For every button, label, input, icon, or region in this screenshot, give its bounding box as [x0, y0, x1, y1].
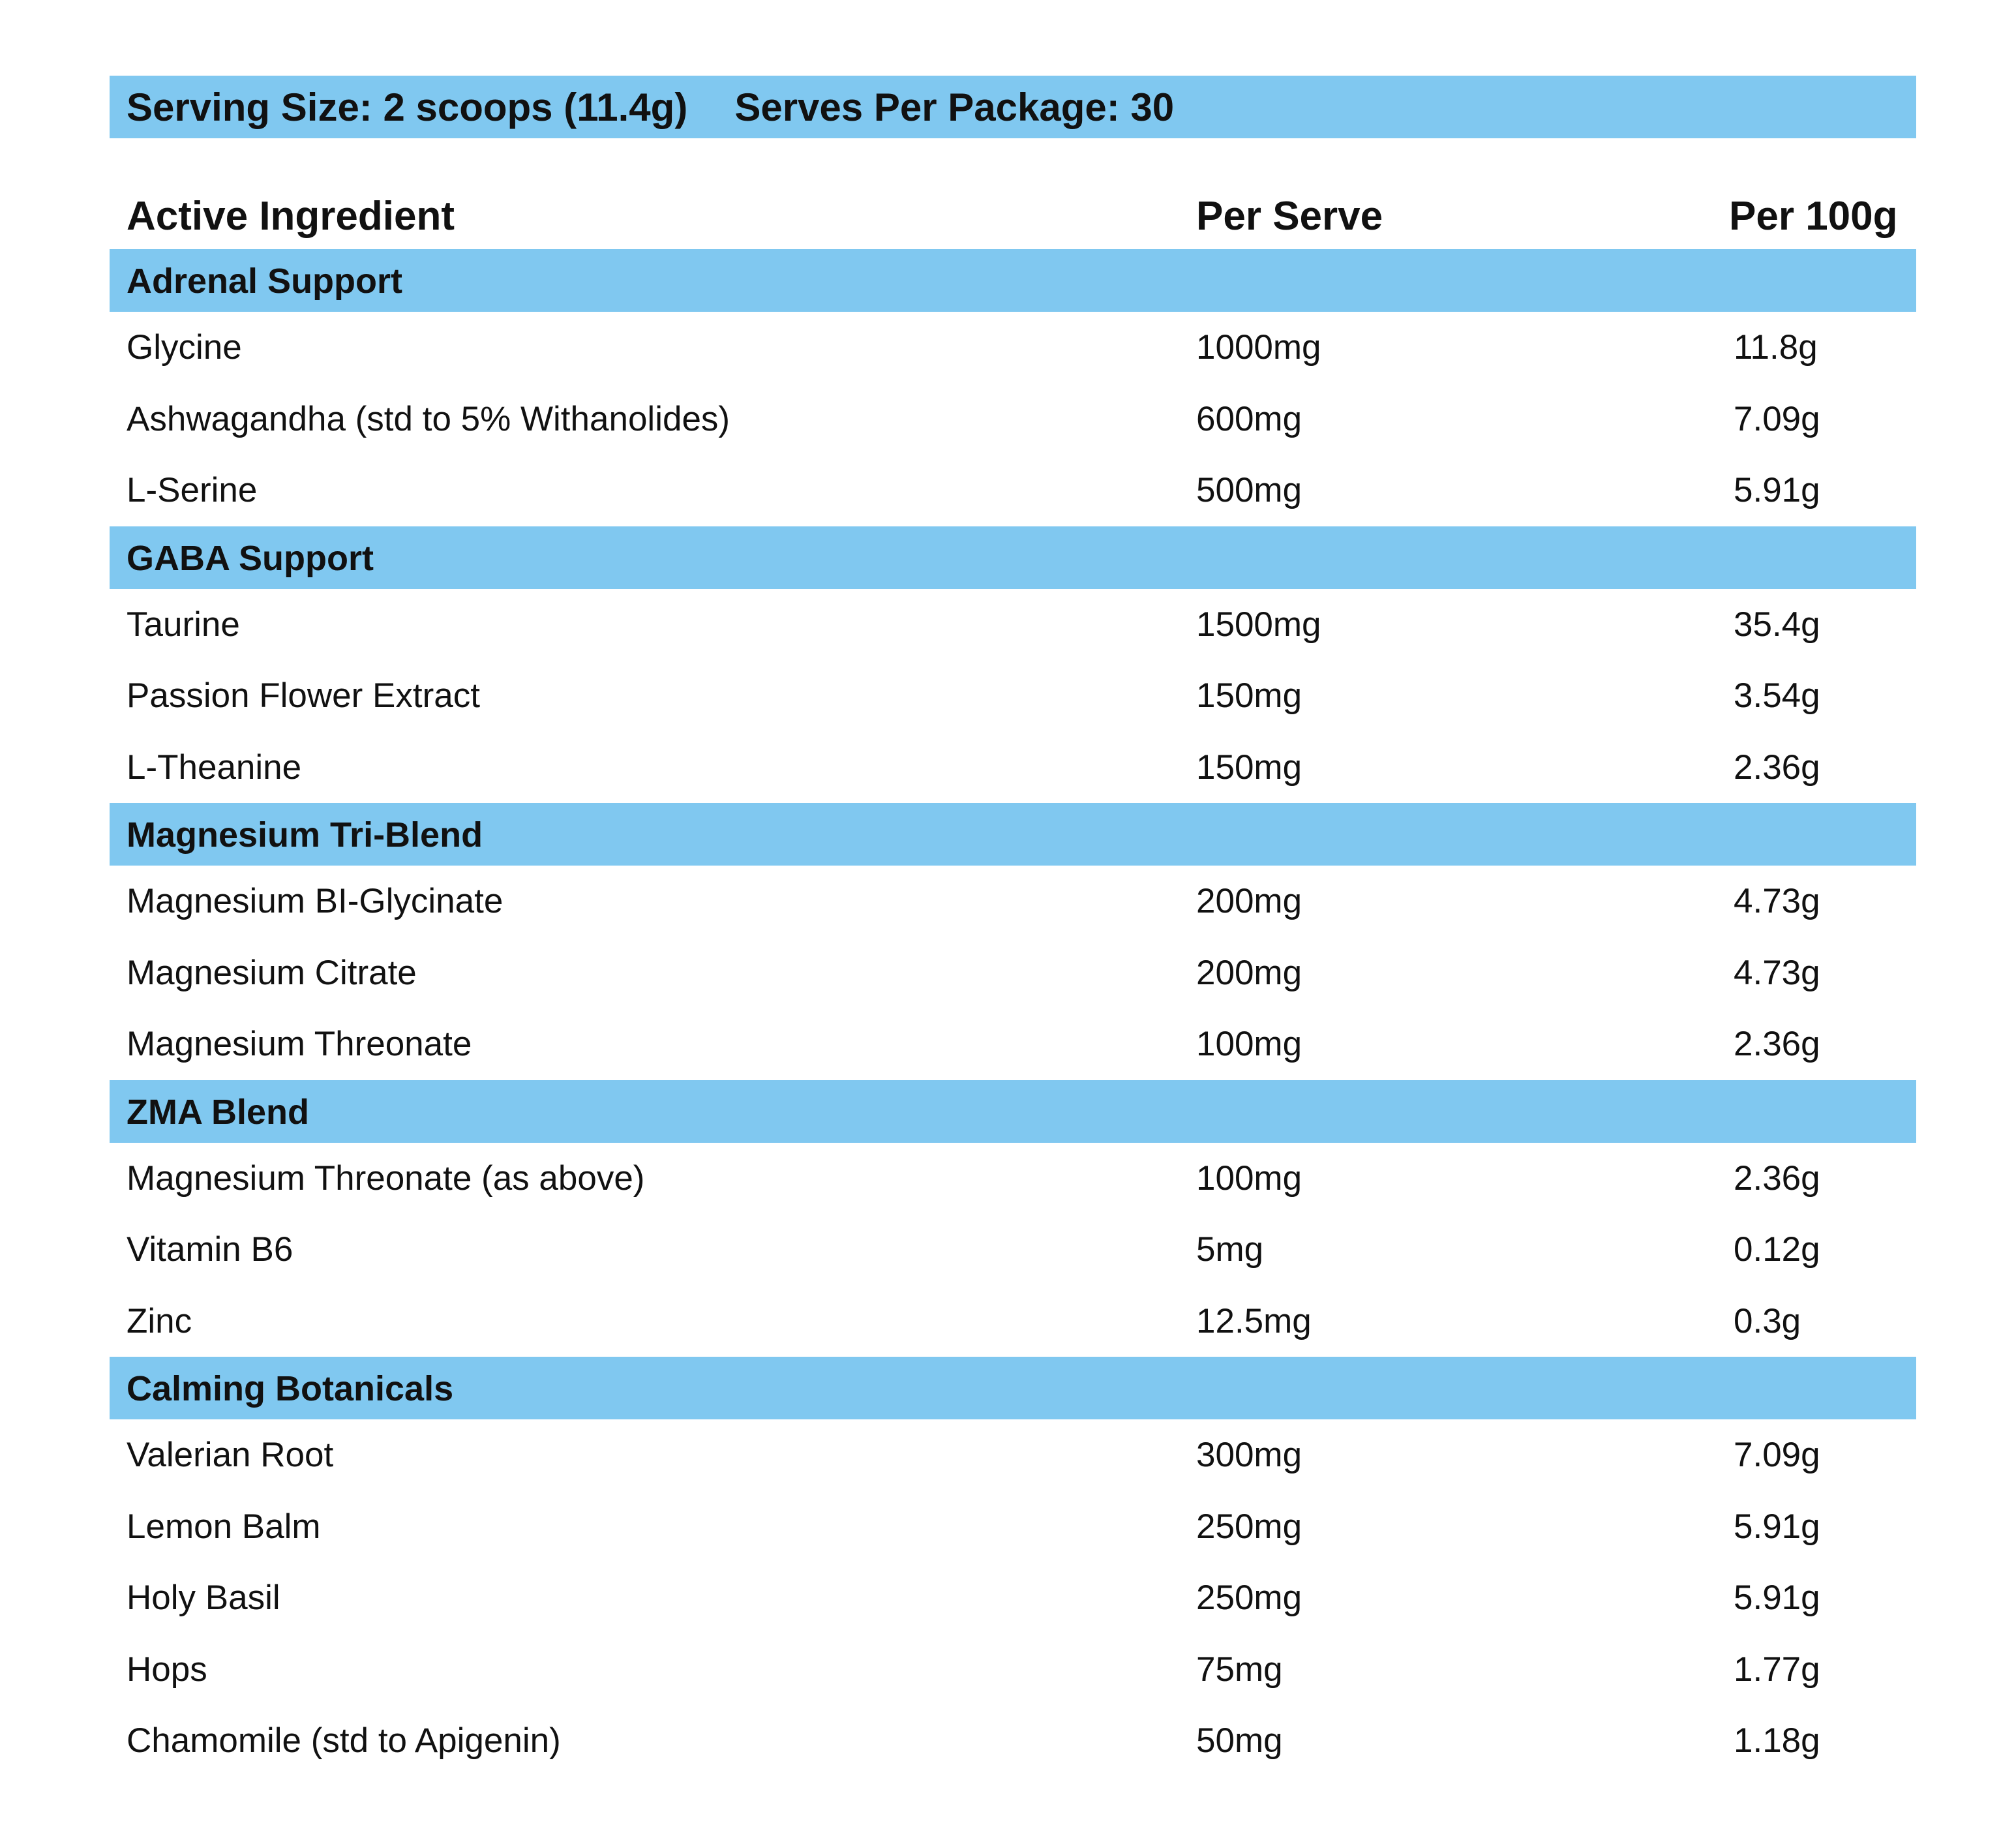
per-serve-amount: 1500mg — [1196, 605, 1321, 644]
ingredient-row — [110, 455, 1916, 526]
ingredient-row — [110, 1214, 1916, 1286]
ingredient-row — [110, 589, 1916, 661]
per-100g-amount: 3.54g — [1734, 676, 1820, 715]
ingredient-name: Magnesium Threonate — [127, 1025, 472, 1063]
section-header — [110, 526, 1916, 589]
per-100g-amount: 5.91g — [1734, 1579, 1820, 1617]
ingredient-name: Magnesium Threonate (as above) — [127, 1158, 645, 1198]
ingredient-name: Zinc — [127, 1301, 192, 1340]
ingredient-row — [110, 1419, 1916, 1491]
per-serve-amount: 600mg — [1196, 399, 1302, 438]
ingredient-row — [110, 937, 1916, 1009]
column-header-row — [110, 184, 1916, 249]
per-100g-amount: 2.36g — [1734, 1158, 1820, 1198]
per-serve-amount: 250mg — [1196, 1507, 1302, 1546]
ingredient-name: Passion Flower Extract — [127, 676, 480, 715]
serving-info-bar — [110, 76, 1916, 138]
ingredient-name: Hops — [127, 1650, 207, 1689]
supplement-facts-panel — [110, 76, 1916, 1777]
per-100g-amount: 1.18g — [1734, 1721, 1820, 1760]
ingredient-name: Magnesium BI-Glycinate — [127, 882, 504, 920]
per-serve-amount: 5mg — [1196, 1230, 1264, 1269]
ingredient-row — [110, 1143, 1916, 1215]
per-100g-amount: 4.73g — [1734, 882, 1820, 920]
ingredient-sections — [110, 249, 1916, 1777]
per-serve-amount: 300mg — [1196, 1436, 1302, 1474]
per-100g-amount: 7.09g — [1734, 399, 1820, 438]
column-header-ingredient: Active Ingredient — [127, 194, 455, 239]
section-header — [110, 1080, 1916, 1143]
serves-per-package: Serves Per Package: 30 — [734, 85, 1175, 129]
section-title: Calming Botanicals — [127, 1369, 454, 1408]
ingredient-row — [110, 1562, 1916, 1634]
per-serve-amount: 150mg — [1196, 676, 1302, 715]
column-header-per-serve: Per Serve — [1196, 194, 1383, 239]
per-serve-amount: 100mg — [1196, 1158, 1302, 1198]
section-title: ZMA Blend — [127, 1092, 309, 1132]
per-serve-amount: 500mg — [1196, 471, 1302, 509]
ingredient-row — [110, 1286, 1916, 1357]
per-100g-amount: 11.8g — [1734, 328, 1818, 367]
per-serve-amount: 12.5mg — [1196, 1301, 1312, 1340]
ingredient-row — [110, 1491, 1916, 1563]
per-serve-amount: 1000mg — [1196, 328, 1321, 367]
ingredient-row — [110, 312, 1916, 384]
per-100g-amount: 0.3g — [1734, 1301, 1801, 1340]
ingredient-row — [110, 660, 1916, 732]
per-serve-amount: 200mg — [1196, 882, 1302, 920]
ingredient-row — [110, 384, 1916, 455]
ingredient-name: Lemon Balm — [127, 1507, 321, 1546]
ingredient-name: Chamomile (std to Apigenin) — [127, 1721, 561, 1760]
per-100g-amount: 5.91g — [1734, 471, 1820, 509]
per-serve-amount: 250mg — [1196, 1579, 1302, 1617]
section-title: Adrenal Support — [127, 262, 403, 301]
ingredient-name: Glycine — [127, 328, 242, 367]
per-serve-amount: 200mg — [1196, 953, 1302, 992]
ingredient-row — [110, 866, 1916, 937]
per-100g-amount: 5.91g — [1734, 1507, 1820, 1546]
serving-size: Serving Size: 2 scoops (11.4g) — [127, 85, 688, 129]
section-title: GABA Support — [127, 538, 374, 578]
per-100g-amount: 2.36g — [1734, 748, 1820, 787]
section-header — [110, 803, 1916, 866]
ingredient-row — [110, 1634, 1916, 1706]
per-100g-amount: 4.73g — [1734, 953, 1820, 992]
ingredient-name: Holy Basil — [127, 1579, 280, 1617]
per-serve-amount: 100mg — [1196, 1025, 1302, 1063]
ingredient-name: Taurine — [127, 605, 240, 644]
ingredient-name: L-Theanine — [127, 748, 302, 787]
per-serve-amount: 50mg — [1196, 1721, 1283, 1760]
per-100g-amount: 7.09g — [1734, 1436, 1820, 1474]
ingredient-name: Valerian Root — [127, 1436, 334, 1474]
ingredient-name: Magnesium Citrate — [127, 953, 417, 992]
section-title: Magnesium Tri-Blend — [127, 815, 483, 854]
section-header — [110, 249, 1916, 312]
ingredient-name: L-Serine — [127, 471, 258, 509]
per-serve-amount: 150mg — [1196, 748, 1302, 787]
per-100g-amount: 35.4g — [1734, 605, 1820, 644]
per-serve-amount: 75mg — [1196, 1650, 1283, 1689]
column-header-per-100g: Per 100g — [1729, 194, 1898, 239]
ingredient-row — [110, 732, 1916, 804]
section-header — [110, 1357, 1916, 1419]
ingredient-name: Vitamin B6 — [127, 1230, 293, 1269]
ingredient-row — [110, 1008, 1916, 1080]
per-100g-amount: 0.12g — [1734, 1230, 1820, 1269]
per-100g-amount: 2.36g — [1734, 1025, 1820, 1063]
ingredient-name: Ashwagandha (std to 5% Withanolides) — [127, 399, 730, 438]
per-100g-amount: 1.77g — [1734, 1650, 1820, 1689]
ingredient-row — [110, 1705, 1916, 1777]
